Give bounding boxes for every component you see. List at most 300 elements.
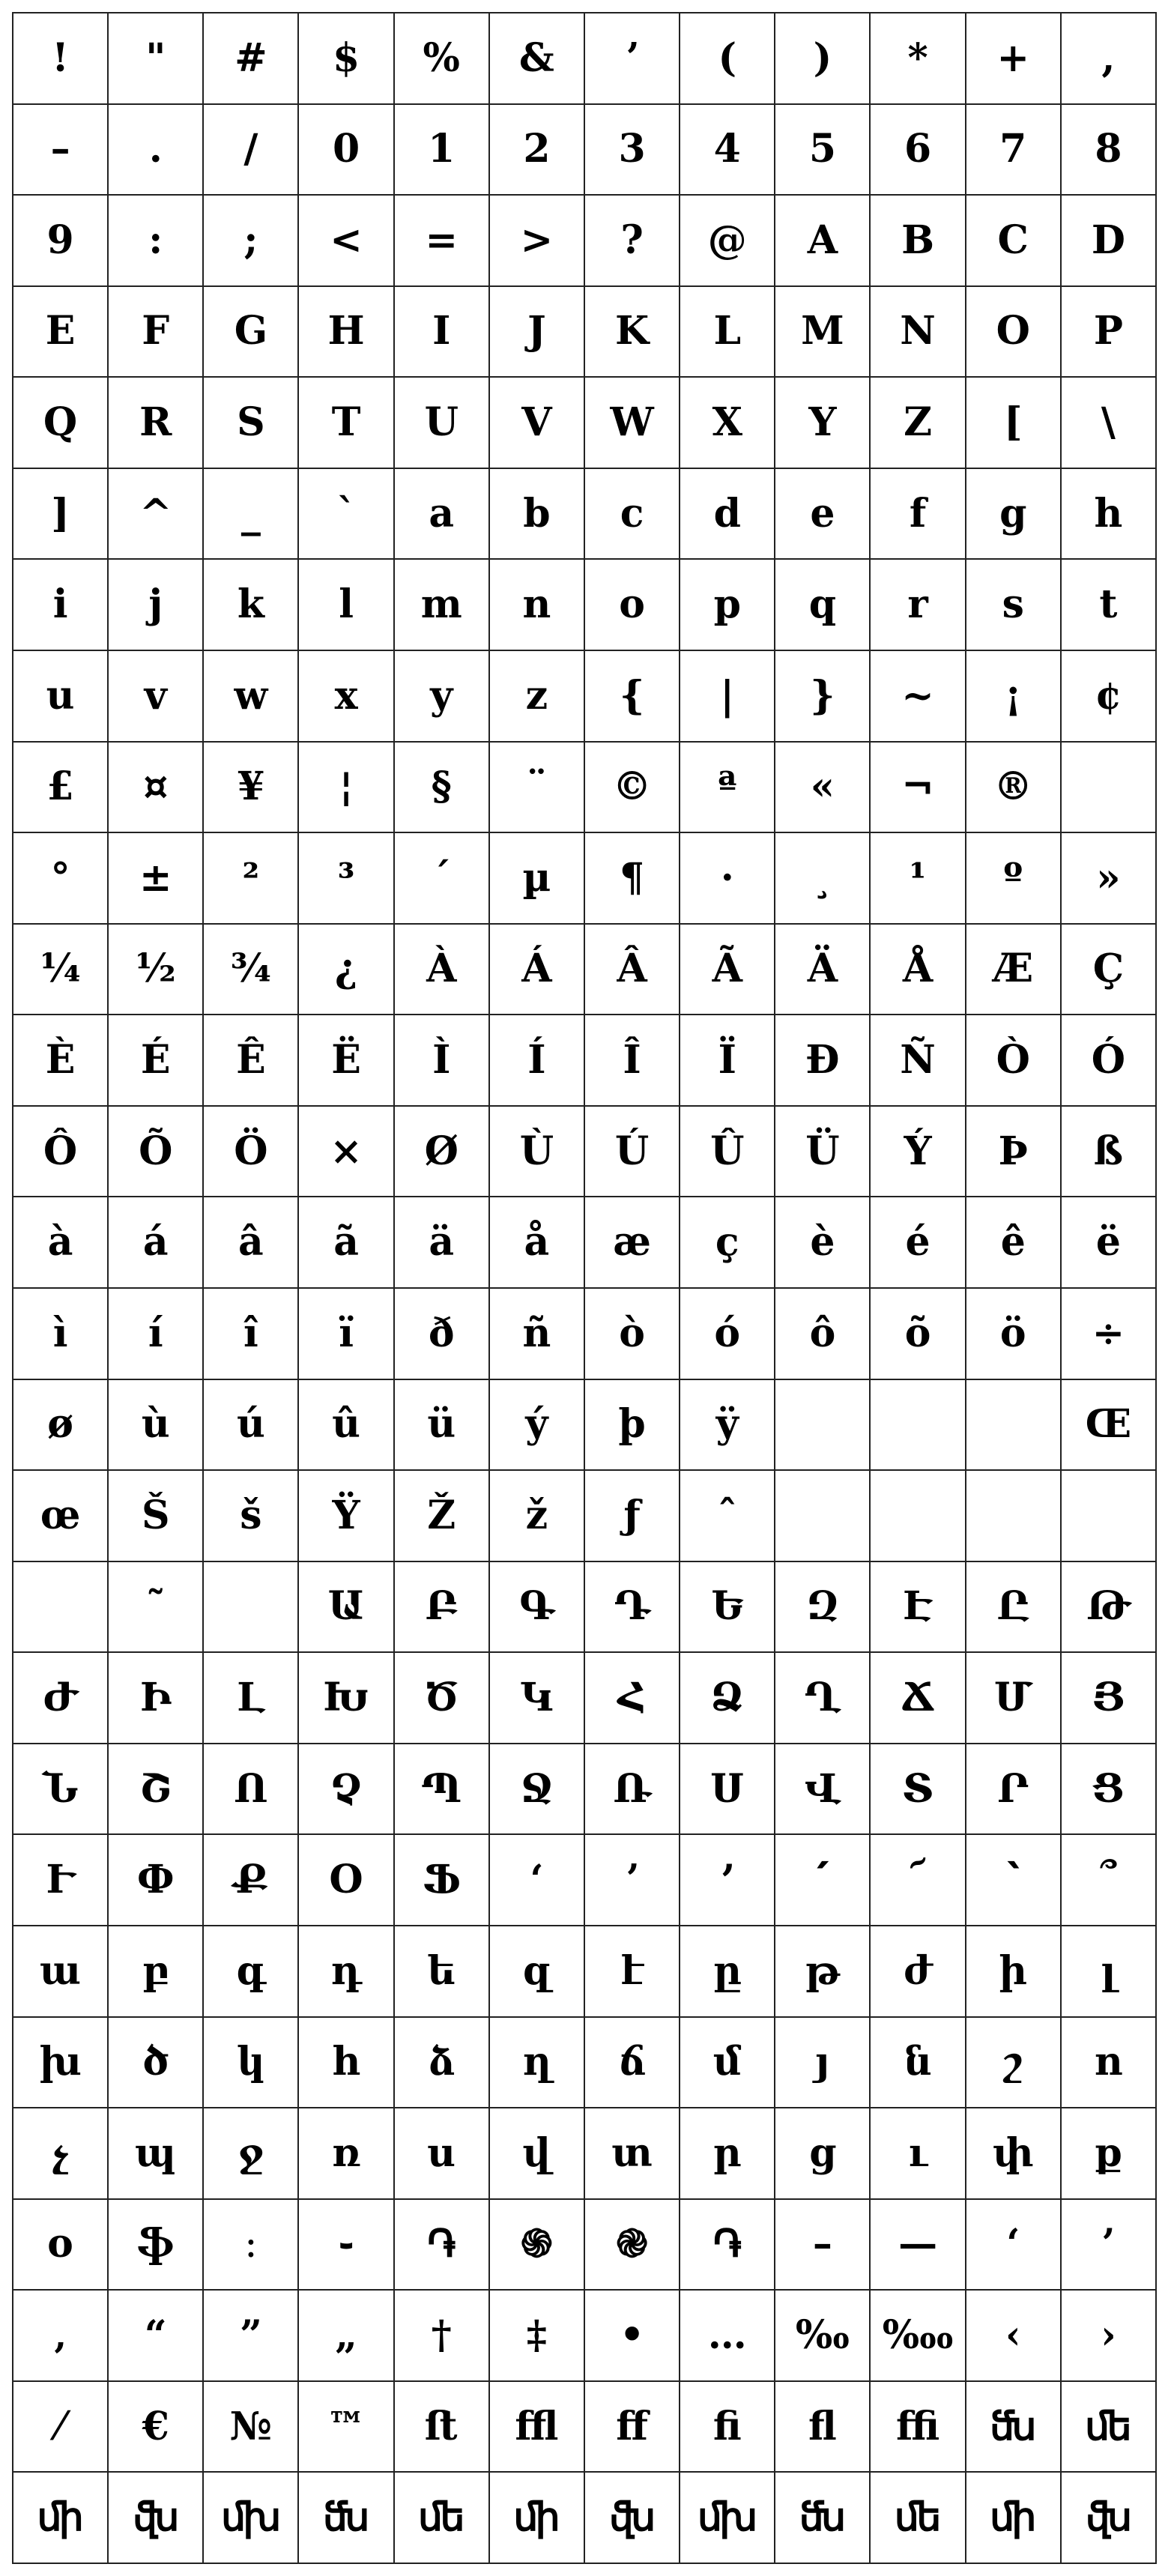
glyph-cell: Ž (395, 1471, 490, 1562)
glyph-cell: Ի (109, 1653, 204, 1744)
glyph-cell: ï (299, 1289, 394, 1380)
glyph-cell: è (775, 1197, 871, 1289)
glyph-cell: / (204, 105, 299, 196)
glyph-cell: 7 (966, 105, 1062, 196)
glyph-cell: » (1062, 833, 1157, 925)
glyph-cell: Ը (966, 1562, 1062, 1654)
glyph-cell: ç (680, 1197, 775, 1289)
empty-glyph-cell (871, 1380, 966, 1472)
glyph-cell: $ (299, 13, 394, 105)
glyph-cell: Ê (204, 1015, 299, 1107)
glyph-cell: Շ (109, 1744, 204, 1836)
glyph-cell: ª (680, 743, 775, 834)
glyph-cell: J (490, 287, 585, 378)
glyph-cell: k (204, 560, 299, 651)
glyph-cell: ° (13, 833, 109, 925)
glyph-cell: Ø (395, 1107, 490, 1198)
glyph-cell: H (299, 287, 394, 378)
glyph-cell: ò (585, 1289, 680, 1380)
glyph-cell: Ô (13, 1107, 109, 1198)
empty-glyph-cell (1062, 743, 1157, 834)
glyph-cell: m (395, 560, 490, 651)
glyph-cell: I (395, 287, 490, 378)
glyph-cell: Ա (299, 1562, 394, 1654)
glyph-cell: o (585, 560, 680, 651)
glyph-cell: ± (109, 833, 204, 925)
glyph-cell: ¢ (1062, 651, 1157, 743)
glyph-cell: . (109, 105, 204, 196)
glyph-cell: ր (680, 2108, 775, 2200)
glyph-cell: ծ (109, 2018, 204, 2109)
glyph-cell: ﬅ (395, 2382, 490, 2473)
glyph-cell: ³ (299, 833, 394, 925)
glyph-cell: ¼ (13, 925, 109, 1016)
glyph-cell: R (109, 378, 204, 469)
glyph-cell: ó (680, 1289, 775, 1380)
glyph-cell: 6 (871, 105, 966, 196)
glyph-cell: ¨ (490, 743, 585, 834)
glyph-cell: ռ (299, 2108, 394, 2200)
glyph-cell: Ճ (871, 1653, 966, 1744)
glyph-cell: ” (204, 2291, 299, 2382)
empty-glyph-cell (13, 1562, 109, 1654)
empty-glyph-cell (775, 1380, 871, 1472)
glyph-cell: æ (585, 1197, 680, 1289)
glyph-cell: Y (775, 378, 871, 469)
glyph-cell: ﬖ (585, 2473, 680, 2564)
glyph-cell: թ (775, 1926, 871, 2018)
glyph-cell: կ (204, 2018, 299, 2109)
glyph-cell: ë (1062, 1197, 1157, 1289)
glyph-cell: A (775, 196, 871, 287)
glyph-cell: © (585, 743, 680, 834)
glyph-cell: ý (490, 1380, 585, 1472)
glyph-cell: Û (680, 1107, 775, 1198)
glyph-cell: ¡ (966, 651, 1062, 743)
glyph-cell: Å (871, 925, 966, 1016)
glyph-cell: Q (13, 378, 109, 469)
glyph-cell: › (1062, 2291, 1157, 2382)
glyph-cell: ö (966, 1289, 1062, 1380)
glyph-cell: K (585, 287, 680, 378)
glyph-cell: ˜ (109, 1562, 204, 1654)
glyph-cell: B (871, 196, 966, 287)
glyph-cell: z (490, 651, 585, 743)
glyph-cell: ﬖ (1062, 2473, 1157, 2564)
glyph-cell: Ù (490, 1107, 585, 1198)
glyph-cell: ü (395, 1380, 490, 1472)
glyph-cell: É (109, 1015, 204, 1107)
glyph-cell: ! (13, 13, 109, 105)
glyph-cell: Զ (775, 1562, 871, 1654)
glyph-cell: 0 (299, 105, 394, 196)
glyph-cell: > (490, 196, 585, 287)
glyph-cell: , (1062, 13, 1157, 105)
glyph-cell: ã (299, 1197, 394, 1289)
glyph-cell: ʻ (490, 1835, 585, 1926)
glyph-cell: x (299, 651, 394, 743)
glyph-cell: c (585, 469, 680, 560)
glyph-cell: ֆ (109, 2200, 204, 2291)
glyph-grid (12, 12, 1157, 2564)
glyph-cell: ե (395, 1926, 490, 2018)
empty-glyph-cell (966, 1380, 1062, 1472)
glyph-cell: ² (204, 833, 299, 925)
glyph-cell: | (680, 651, 775, 743)
glyph-cell: X (680, 378, 775, 469)
glyph-cell: օ (13, 2200, 109, 2291)
glyph-cell: ֎ (585, 2200, 680, 2291)
glyph-cell: t (1062, 560, 1157, 651)
glyph-cell: n (490, 560, 585, 651)
glyph-cell: á (109, 1197, 204, 1289)
glyph-cell: * (871, 13, 966, 105)
glyph-cell: ﬕ (13, 2473, 109, 2564)
glyph-cell: T (299, 378, 394, 469)
glyph-cell: ‹ (966, 2291, 1062, 2382)
glyph-cell: տ (585, 2108, 680, 2200)
glyph-cell: b (490, 469, 585, 560)
glyph-cell: ÷ (1062, 1289, 1157, 1380)
glyph-cell: 3 (585, 105, 680, 196)
glyph-cell: հ (299, 2018, 394, 2109)
glyph-cell: s (966, 560, 1062, 651)
glyph-cell: ú (204, 1380, 299, 1472)
glyph-cell: Թ (1062, 1562, 1157, 1654)
glyph-cell: G (204, 287, 299, 378)
glyph-cell: ð (395, 1289, 490, 1380)
glyph-cell: ֏ (395, 2200, 490, 2291)
glyph-cell: ﬄ (490, 2382, 585, 2473)
glyph-cell: ^ (109, 469, 204, 560)
glyph-cell: Օ (299, 1835, 394, 1926)
glyph-cell: լ (1062, 1926, 1157, 2018)
glyph-cell: L (680, 287, 775, 378)
glyph-cell: i (13, 560, 109, 651)
empty-glyph-cell (966, 1471, 1062, 1562)
glyph-cell: խ (13, 2018, 109, 2109)
glyph-cell: ՚ (680, 1835, 775, 1926)
glyph-cell: յ (775, 2018, 871, 2109)
glyph-cell: վ (490, 2108, 585, 2200)
glyph-cell: ä (395, 1197, 490, 1289)
glyph-cell: ﬔ (1062, 2382, 1157, 2473)
glyph-cell: £ (13, 743, 109, 834)
glyph-cell: N (871, 287, 966, 378)
glyph-cell: W (585, 378, 680, 469)
glyph-cell: q (775, 560, 871, 651)
glyph-cell: դ (299, 1926, 394, 2018)
glyph-cell: ն (871, 2018, 966, 2109)
glyph-cell: 2 (490, 105, 585, 196)
glyph-cell: } (775, 651, 871, 743)
glyph-cell: Ü (775, 1107, 871, 1198)
glyph-cell: 1 (395, 105, 490, 196)
glyph-cell: r (871, 560, 966, 651)
glyph-cell: – (775, 2200, 871, 2291)
glyph-cell: ֏ (680, 2200, 775, 2291)
glyph-cell: € (109, 2382, 204, 2473)
glyph-cell: Ս (680, 1744, 775, 1836)
glyph-cell: + (966, 13, 1062, 105)
glyph-cell: ’ (1062, 2200, 1157, 2291)
glyph-cell: ﬀ (585, 2382, 680, 2473)
glyph-cell: l (299, 560, 394, 651)
glyph-cell: þ (585, 1380, 680, 1472)
empty-glyph-cell (775, 1471, 871, 1562)
glyph-cell: ‘ (966, 2200, 1062, 2291)
glyph-cell: Ú (585, 1107, 680, 1198)
glyph-cell: ղ (490, 2018, 585, 2109)
glyph-cell: ա (13, 1926, 109, 2018)
glyph-cell: Ք (204, 1835, 299, 1926)
glyph-cell: ﬔ (871, 2473, 966, 2564)
glyph-cell: g (966, 469, 1062, 560)
glyph-cell: ﬓ (966, 2382, 1062, 2473)
glyph-cell: Դ (585, 1562, 680, 1654)
glyph-cell: Õ (109, 1107, 204, 1198)
glyph-cell: չ (13, 2108, 109, 2200)
glyph-cell: ¸ (775, 833, 871, 925)
glyph-cell: E (13, 287, 109, 378)
glyph-cell: F (109, 287, 204, 378)
glyph-cell: ⁄ (13, 2382, 109, 2473)
glyph-cell: ﬕ (490, 2473, 585, 2564)
glyph-cell: ։ (204, 2200, 299, 2291)
glyph-cell: ս (395, 2108, 490, 2200)
glyph-cell: Ä (775, 925, 871, 1016)
glyph-cell: ֊ (299, 2200, 394, 2291)
glyph-cell: Â (585, 925, 680, 1016)
glyph-cell: Յ (1062, 1653, 1157, 1744)
glyph-cell: Ë (299, 1015, 394, 1107)
glyph-cell: Œ (1062, 1380, 1157, 1472)
glyph-cell: ô (775, 1289, 871, 1380)
glyph-cell: Ö (204, 1107, 299, 1198)
glyph-cell: # (204, 13, 299, 105)
glyph-cell: Ç (1062, 925, 1157, 1016)
glyph-cell: ւ (871, 2108, 966, 2200)
glyph-cell: ¾ (204, 925, 299, 1016)
glyph-cell: Î (585, 1015, 680, 1107)
glyph-cell: Ñ (871, 1015, 966, 1107)
glyph-cell: v (109, 651, 204, 743)
glyph-cell: C (966, 196, 1062, 287)
empty-glyph-cell (204, 1562, 299, 1654)
glyph-cell: ﬁ (680, 2382, 775, 2473)
glyph-cell: Ր (966, 1744, 1062, 1836)
glyph-cell: ﬗ (204, 2473, 299, 2564)
glyph-cell: … (680, 2291, 775, 2382)
glyph-cell: \ (1062, 378, 1157, 469)
glyph-cell: ՛ (775, 1835, 871, 1926)
glyph-cell: ? (585, 196, 680, 287)
glyph-cell: h (1062, 469, 1157, 560)
glyph-cell: ß (1062, 1107, 1157, 1198)
glyph-cell: Բ (395, 1562, 490, 1654)
glyph-cell: ž (490, 1471, 585, 1562)
glyph-cell: ՝ (966, 1835, 1062, 1926)
glyph-cell: % (395, 13, 490, 105)
glyph-cell: Տ (871, 1744, 966, 1836)
glyph-cell: ՞ (1062, 1835, 1157, 1926)
glyph-cell: M (775, 287, 871, 378)
glyph-cell: ì (13, 1289, 109, 1380)
glyph-cell: ´ (395, 833, 490, 925)
glyph-cell: Ï (680, 1015, 775, 1107)
glyph-cell: é (871, 1197, 966, 1289)
glyph-cell: ժ (871, 1926, 966, 2018)
glyph-cell: ƒ (585, 1471, 680, 1562)
glyph-cell: Ծ (395, 1653, 490, 1744)
glyph-cell: ‱ (871, 2291, 966, 2382)
glyph-cell: է (585, 1926, 680, 2018)
glyph-cell: ք (1062, 2108, 1157, 2200)
glyph-cell: · (680, 833, 775, 925)
glyph-cell: պ (109, 2108, 204, 2200)
glyph-cell: ( (680, 13, 775, 105)
glyph-cell: Է (871, 1562, 966, 1654)
glyph-cell: Ն (13, 1744, 109, 1836)
glyph-cell: Ó (1062, 1015, 1157, 1107)
glyph-cell: շ (966, 2018, 1062, 2109)
glyph-cell: ‰ (775, 2291, 871, 2382)
glyph-cell: Ձ (680, 1653, 775, 1744)
glyph-cell: ﬓ (299, 2473, 394, 2564)
glyph-cell: V (490, 378, 585, 469)
glyph-cell: å (490, 1197, 585, 1289)
glyph-cell: 5 (775, 105, 871, 196)
glyph-cell: § (395, 743, 490, 834)
glyph-cell: Ց (1062, 1744, 1157, 1836)
glyph-cell: Գ (490, 1562, 585, 1654)
glyph-cell: j (109, 560, 204, 651)
glyph-cell: š (204, 1471, 299, 1562)
glyph-cell: Í (490, 1015, 585, 1107)
glyph-cell: ց (775, 2108, 871, 2200)
glyph-cell: • (585, 2291, 680, 2382)
glyph-cell: ʼ (585, 13, 680, 105)
glyph-cell: ˆ (680, 1471, 775, 1562)
glyph-cell: — (871, 2200, 966, 2291)
glyph-cell: ﬔ (395, 2473, 490, 2564)
glyph-cell: Պ (395, 1744, 490, 1836)
glyph-cell: ի (966, 1926, 1062, 2018)
glyph-cell: Չ (299, 1744, 394, 1836)
glyph-cell: Þ (966, 1107, 1062, 1198)
glyph-cell: î (204, 1289, 299, 1380)
glyph-cell: Ե (680, 1562, 775, 1654)
glyph-cell: " (109, 13, 204, 105)
glyph-cell: ‡ (490, 2291, 585, 2382)
glyph-cell: բ (109, 1926, 204, 2018)
glyph-cell: û (299, 1380, 394, 1472)
glyph-cell: ﬖ (109, 2473, 204, 2564)
glyph-cell: O (966, 287, 1062, 378)
glyph-cell: ~ (871, 651, 966, 743)
glyph-cell: ù (109, 1380, 204, 1472)
glyph-cell: Æ (966, 925, 1062, 1016)
glyph-cell: S (204, 378, 299, 469)
glyph-cell: ¬ (871, 743, 966, 834)
glyph-cell: ¦ (299, 743, 394, 834)
glyph-cell: 4 (680, 105, 775, 196)
glyph-cell: ` (299, 469, 394, 560)
glyph-cell: ﬂ (775, 2382, 871, 2473)
glyph-cell: Ð (775, 1015, 871, 1107)
glyph-cell: ը (680, 1926, 775, 2018)
glyph-cell: & (490, 13, 585, 105)
glyph-cell: _ (204, 469, 299, 560)
glyph-cell: â (204, 1197, 299, 1289)
glyph-cell: ﬃ (871, 2382, 966, 2473)
glyph-cell: – (13, 105, 109, 196)
glyph-cell: º (966, 833, 1062, 925)
glyph-cell: : (109, 196, 204, 287)
glyph-cell: ê (966, 1197, 1062, 1289)
glyph-cell: ñ (490, 1289, 585, 1380)
glyph-cell: w (204, 651, 299, 743)
glyph-cell: ձ (395, 2018, 490, 2109)
glyph-cell: P (1062, 287, 1157, 378)
glyph-cell: ø (13, 1380, 109, 1472)
glyph-cell: Հ (585, 1653, 680, 1744)
glyph-cell: u (13, 651, 109, 743)
glyph-cell: p (680, 560, 775, 651)
glyph-cell: փ (966, 2108, 1062, 2200)
glyph-cell: Š (109, 1471, 204, 1562)
glyph-cell: ¿ (299, 925, 394, 1016)
glyph-cell: í (109, 1289, 204, 1380)
glyph-cell: d (680, 469, 775, 560)
glyph-cell: < (299, 196, 394, 287)
glyph-cell: գ (204, 1926, 299, 2018)
empty-glyph-cell (871, 1471, 966, 1562)
glyph-cell: Ì (395, 1015, 490, 1107)
glyph-cell: Á (490, 925, 585, 1016)
glyph-cell: † (395, 2291, 490, 2382)
glyph-cell: “ (109, 2291, 204, 2382)
glyph-cell: @ (680, 196, 775, 287)
glyph-cell: f (871, 469, 966, 560)
glyph-cell: մ (680, 2018, 775, 2109)
empty-glyph-cell (1062, 1471, 1157, 1562)
glyph-cell: Լ (204, 1653, 299, 1744)
glyph-cell: a (395, 469, 490, 560)
glyph-cell: 9 (13, 196, 109, 287)
glyph-cell: Ֆ (395, 1835, 490, 1926)
glyph-cell: զ (490, 1926, 585, 2018)
glyph-cell: Ւ (13, 1835, 109, 1926)
glyph-cell: Ո (204, 1744, 299, 1836)
glyph-cell: ﬓ (775, 2473, 871, 2564)
glyph-cell: ® (966, 743, 1062, 834)
glyph-cell: Փ (109, 1835, 204, 1926)
glyph-cell: Ý (871, 1107, 966, 1198)
glyph-cell: ½ (109, 925, 204, 1016)
glyph-cell: e (775, 469, 871, 560)
glyph-cell: { (585, 651, 680, 743)
glyph-cell: È (13, 1015, 109, 1107)
glyph-cell: Ժ (13, 1653, 109, 1744)
glyph-cell: 8 (1062, 105, 1157, 196)
glyph-cell: [ (966, 378, 1062, 469)
glyph-cell: ճ (585, 2018, 680, 2109)
glyph-cell: ™ (299, 2382, 394, 2473)
glyph-cell: ﬕ (966, 2473, 1062, 2564)
glyph-cell: „ (299, 2291, 394, 2382)
glyph-cell: = (395, 196, 490, 287)
